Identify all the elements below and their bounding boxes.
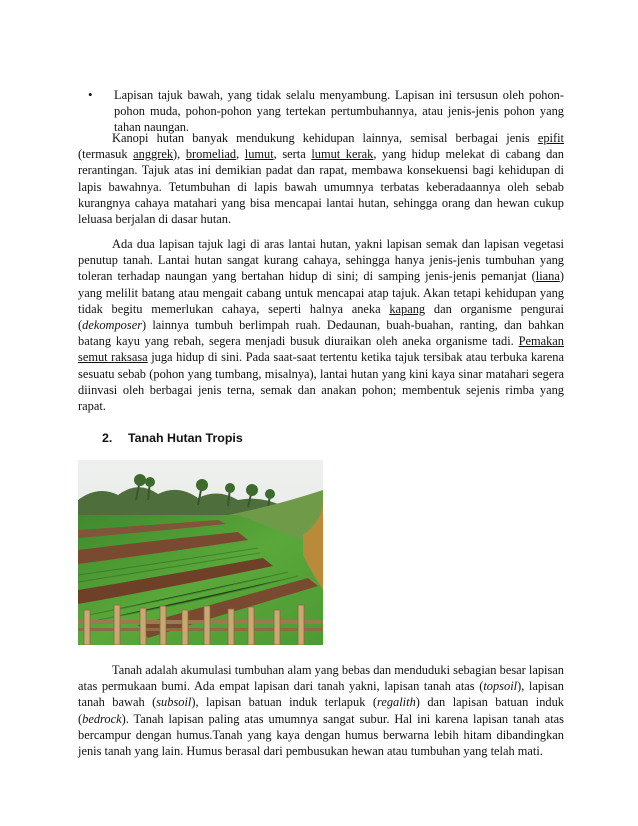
text-span: Ada dua lapisan tajuk lagi di aras lantai hutan, yakni lapisan semak dan lapisan vegetasi penutup tanah. Lantai hutan sangat kurang cahaya, sehingga hanya jenis-jenis tumbuhan yang toleran terhadap naungan yang bertahan hidup di sini; di samping jenis-jenis pemanjat ( bbox=[78, 237, 564, 284]
section-title: Tanah Hutan Tropis bbox=[128, 431, 243, 445]
link-lumut-kerak[interactable]: lumut kerak bbox=[311, 147, 374, 162]
text-span: ) yang melilit batang atau mengait cabang untuk mencapai atap tajuk. Akan tetapi kehidupan yang tidak begitu memerlukan cahaya, seperti halnya aneka bbox=[78, 269, 564, 316]
link-epifit[interactable]: epifit bbox=[537, 131, 564, 145]
text-span: , yang hidup melekat di cabang dan rerantingan. Tajuk atas ini demikian padat dan rapat, membawa konsekuensi bagi kehidupan di lapis bawahnya. Tetumbuhan di lapis bawah umumnya terbatas keberadaannya oleh sebab kurangnya cahaya matahari yang bisa mencapai lantai hutan, sehingga orang dan hewan cukup leluasa berjalan di dasar hutan. bbox=[78, 147, 564, 227]
text-span: ) dan lapisan batuan induk ( bbox=[78, 695, 564, 726]
text-span: , bbox=[236, 147, 245, 162]
terraced-field-photo bbox=[78, 460, 323, 645]
bullet-list bbox=[78, 87, 564, 136]
italic-term: bedrock bbox=[82, 711, 122, 726]
link-bromeliad[interactable]: bromeliad bbox=[185, 147, 237, 162]
italic-term: regalith bbox=[376, 695, 416, 710]
text-span: ). Tanah lapisan paling atas umumnya sangat subur. Hal ini karena lapisan tanah atas bercampur dengan humus.Tanah yang kaya dengan humus berwarna lebih hitam dibandingkan jenis tanah yang lain. Humus berasal dari pembusukan hewan atau tumbuhan yang telah mati. bbox=[78, 711, 564, 759]
italic-term: subsoil bbox=[156, 695, 192, 710]
link-kapang[interactable]: kapang bbox=[389, 301, 426, 316]
text-span: Tanah adalah akumulasi tumbuhan alam yang bebas dan menduduki sebagian besar lapisan atas permukaan bumi. Ada empat lapisan dari tanah yakni, lapisan tanah atas ( bbox=[78, 663, 564, 694]
text-span: ), lapisan batuan induk terlapuk ( bbox=[191, 695, 377, 710]
paragraph-forest-floor bbox=[78, 236, 564, 414]
text-span: ), lapisan tanah bawah ( bbox=[78, 679, 565, 710]
text-span: (termasuk bbox=[78, 147, 134, 162]
paragraph-canopy bbox=[78, 130, 564, 227]
text-span: , serta bbox=[273, 147, 312, 162]
text-span: ), bbox=[173, 147, 186, 162]
text-span: Kanopi hutan banyak mendukung kehidupan lainnya, semisal berbagai jenis bbox=[112, 131, 538, 145]
text-span: juga hidup di sini. Pada saat-saat tertentu ketika tajuk tersibak atau terbuka karena sesuatu sebab (pohon yang tumbang, misalnya), lantai hutan yang kini kaya sinar matahari segera diinvasi oleh berbagai jenis terna, semak dan anakan pohon; membentuk sejenis rimba yang rapat. bbox=[78, 350, 564, 414]
italic-term: dekomposer bbox=[82, 318, 143, 333]
photo-illustration bbox=[78, 460, 323, 645]
link-lumut[interactable]: lumut bbox=[244, 147, 274, 162]
link-pemakan-semut-raksasa[interactable]: Pemakan semut raksasa bbox=[78, 334, 564, 365]
section-heading bbox=[102, 431, 243, 445]
bullet-item-lower-canopy: • Lapisan tajuk bawah, yang tidak selalu menyambung. Lapisan ini tersusun oleh pohon-pohon muda, pohon-pohon yang tertekan pertumbuhannya, atau jenis-jenis pohon yang tahan naungan. bbox=[78, 87, 564, 136]
text-span: dan organisme pengurai ( bbox=[78, 301, 564, 333]
link-anggrek[interactable]: anggrek bbox=[133, 147, 174, 162]
link-liana[interactable]: liana bbox=[535, 269, 560, 284]
paragraph-soil bbox=[78, 662, 564, 759]
italic-term: topsoil bbox=[483, 679, 518, 694]
text-span: ) lainnya tumbuh berlimpah ruah. Dedaunan, buah-buahan, ranting, dan bahkan batang kayu yang rebah, segera menjadi busuk diuraikan oleh aneka organisme tadi. bbox=[78, 318, 564, 349]
section-number: 2. bbox=[102, 431, 113, 445]
